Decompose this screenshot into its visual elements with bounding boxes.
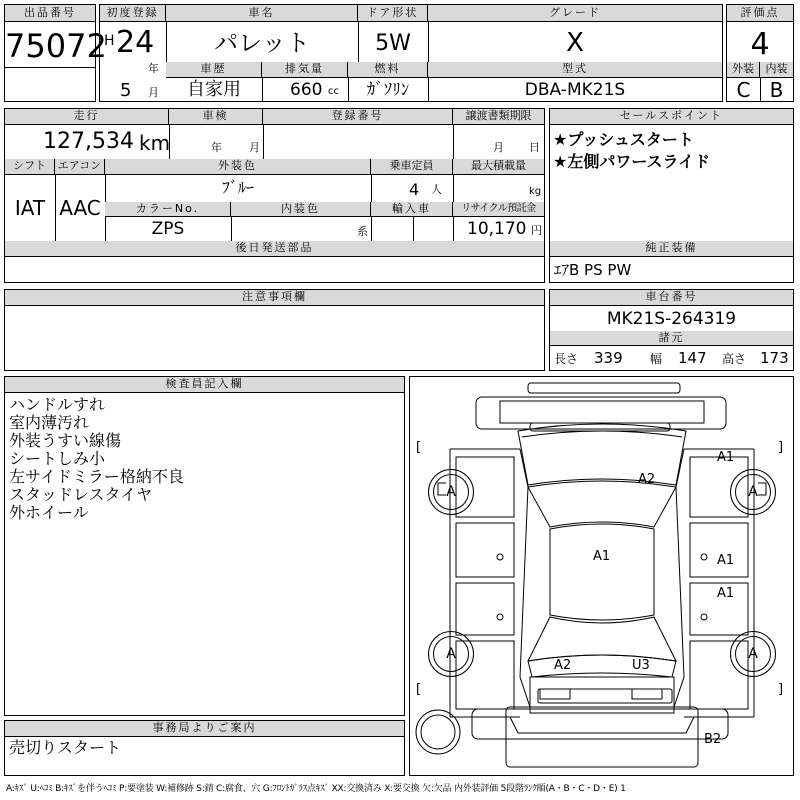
car-name-label: 車名 [166, 5, 358, 22]
shift-label: シフト [5, 159, 55, 175]
tire-front-right: A [730, 469, 776, 515]
month-unit: 月 [148, 86, 159, 99]
interior-label: 内装 [760, 62, 793, 78]
sales-points-label: セールスポイント [550, 109, 793, 125]
chassis-number: MK21S-264319 [606, 309, 737, 329]
tire-rear-left: A [428, 631, 474, 677]
inspection-month-unit: 月 [249, 141, 260, 154]
length-value: 339 [594, 349, 623, 367]
inspector-note-item: スタッドレスタイヤ [9, 485, 153, 504]
damage-mark-rear-left: A2 [554, 658, 572, 673]
right-bracket: ] [778, 682, 784, 697]
inspector-note-item: シートしみ小 [9, 449, 106, 468]
aircon: AAC [59, 196, 101, 220]
inspector-note-item: 外装うすい線傷 [9, 431, 122, 450]
mileage-label: 走行 [5, 109, 169, 125]
right-bracket: ] [778, 440, 784, 455]
score: 4 [750, 27, 770, 62]
transfer-month-unit: 月 [493, 141, 504, 154]
later-parts-label: 後日発送部品 [5, 241, 544, 257]
capacity-label: 乗車定員 [371, 159, 453, 175]
damage-mark-front-right: A1 [717, 450, 735, 465]
interior-color-unit: 系 [357, 225, 368, 238]
notes-label: 注意事項欄 [5, 290, 544, 306]
inspection-year-unit: 年 [211, 141, 222, 154]
max-load-unit: kg [529, 186, 542, 197]
inspection-label: 車検 [169, 109, 263, 125]
office-notice-box [4, 720, 405, 776]
model: DBA-MK21S [524, 80, 626, 100]
car-outline [410, 377, 793, 775]
vehicle-details-box [4, 108, 545, 283]
exterior-color: ﾌﾞﾙｰ [221, 178, 254, 197]
damage-legend: A:ｷｽﾞ U:ﾍｺﾐ B:ｷｽﾞを伴うﾍｺﾐ P:要塗装 W:補修跡 S:錆 C:腐食、穴 G:ﾌﾛﾝﾄｶﾞﾗｽ点ｷｽﾞ XX:交換済み X:要交換 欠:欠品 内外装評価 5段階ﾗﾝｸ順(A・B・C・D・E) 1 [6, 784, 626, 794]
score-box [726, 4, 794, 102]
inspector-note-item: 室内薄汚れ [9, 413, 90, 432]
shift: IAT [14, 196, 46, 220]
exterior-grade: C [736, 78, 751, 102]
inspector-notes-box [4, 376, 405, 716]
chassis-number-label: 車台番号 [550, 290, 793, 306]
fuel: ｶﾞｿﾘﾝ [366, 80, 410, 100]
interior-grade: B [769, 78, 784, 102]
inspector-note-item: ハンドルすれ [9, 395, 106, 414]
height-label: 高さ [722, 352, 747, 366]
width-label: 幅 [650, 352, 663, 366]
registration-number-label: 登録番号 [263, 109, 453, 125]
recycle-unit: 円 [531, 224, 542, 237]
recycle-deposit: 10,170 [467, 219, 527, 239]
tire-rear-right: A [730, 631, 776, 677]
capacity: 4 [409, 180, 420, 199]
inspector-note-item: 外ホイール [9, 503, 89, 522]
damage-mark-hood: A2 [638, 472, 656, 487]
height-value: 173 [760, 349, 789, 367]
capacity-unit: 人 [431, 183, 442, 196]
year-unit: 年 [148, 62, 159, 75]
history: 自家用 [187, 79, 241, 100]
history-label: 車歴 [166, 62, 262, 78]
color-number-label: カラーNo. [105, 202, 231, 217]
mileage: 127,534 [43, 129, 134, 154]
transfer-deadline-label: 譲渡書類期限 [453, 109, 544, 125]
sales-point-item: ★プッシュスタート [553, 130, 694, 149]
first-registration-label: 初度登録 [100, 5, 166, 22]
door-type-label: ドア形状 [358, 5, 428, 22]
vehicle-header-box [99, 4, 723, 102]
notes-box [4, 289, 545, 371]
exterior-label: 外装 [727, 62, 760, 78]
left-bracket: [ [416, 682, 422, 697]
tire-front-left: A [428, 469, 474, 515]
exterior-color-label: 外装色 [105, 159, 371, 175]
inspector-note-item: 左サイドミラー格納不良 [9, 467, 184, 486]
score-label: 評価点 [727, 5, 793, 22]
width-value: 147 [678, 349, 707, 367]
left-bracket: [ [416, 440, 422, 455]
damage-mark-roof: A1 [593, 549, 611, 564]
office-notice-text: 売切りスタート [9, 738, 122, 757]
office-notice-label: 事務局よりご案内 [5, 721, 404, 737]
equipment-label: 純正装備 [550, 241, 793, 257]
equipment-value: ｴｱB PS PW [554, 261, 632, 279]
first-registration-year: 24 [116, 25, 155, 60]
chassis-box [549, 289, 794, 371]
grade: X [566, 28, 584, 58]
sales-point-item: ★左側パワースライド [553, 152, 711, 171]
color-number: ZPS [151, 219, 185, 239]
lot-number: 75072 [5, 27, 107, 65]
specifications-label: 諸元 [550, 331, 793, 346]
damage-mark-right-rear-door: A1 [717, 586, 735, 601]
import-label: 輸入車 [371, 202, 453, 217]
transfer-day-unit: 日 [529, 141, 540, 154]
inspector-notes-label: 検査員記入欄 [5, 377, 404, 393]
damage-diagram [409, 376, 794, 776]
lot-number-box [4, 4, 107, 102]
interior-color-label: 内装色 [231, 202, 371, 217]
first-registration-month: 5 [120, 80, 132, 101]
max-load-label: 最大積載量 [453, 159, 544, 175]
grade-label: グレード [428, 5, 722, 22]
displacement-unit: cc [328, 86, 339, 97]
fuel-label: 燃料 [348, 62, 428, 78]
aircon-label: エアコン [55, 159, 105, 175]
lot-number-label: 出品番号 [5, 5, 95, 22]
damage-mark-rear-right: U3 [632, 658, 650, 673]
mileage-unit: km [139, 131, 171, 155]
damage-mark-right-front-door: A1 [717, 553, 735, 568]
car-name: パレット [214, 29, 310, 57]
damage-mark-rear-bumper: B2 [704, 732, 722, 747]
era-prefix: H [104, 33, 115, 49]
displacement: 660 [290, 80, 323, 100]
door-type: 5W [375, 31, 411, 56]
displacement-label: 排気量 [262, 62, 348, 78]
sales-points-box [549, 108, 794, 283]
length-label: 長さ [554, 352, 579, 366]
recycle-deposit-label: リサイクル預託金 [453, 202, 544, 217]
model-label: 型式 [428, 62, 722, 78]
